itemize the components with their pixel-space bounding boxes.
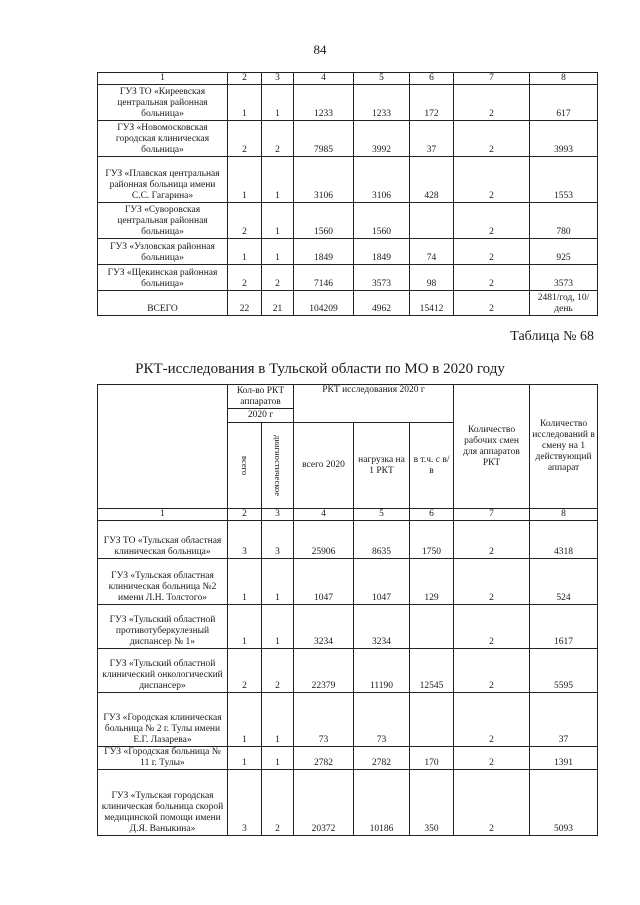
row-value: 1233 [354, 85, 410, 121]
header-vtch: в т.ч. с в/в [410, 423, 454, 509]
row-value: 1 [262, 85, 294, 121]
table-row [98, 559, 598, 605]
row-value: 780 [530, 203, 598, 239]
table-row [98, 747, 598, 770]
row-value: 1 [262, 239, 294, 265]
row-value [410, 693, 454, 747]
row-value: 2 [454, 121, 530, 157]
header-rkt: РКТ исследования 2020 г [294, 385, 454, 423]
column-number: 3 [262, 509, 294, 521]
row-value: 21 [262, 291, 294, 316]
row-value: 3573 [530, 265, 598, 291]
row-value: 15412 [410, 291, 454, 316]
header-vsego-vertical: всего [228, 423, 262, 509]
header-nagruzka: нагрузка на 1 РКТ [354, 423, 410, 509]
row-value: 170 [410, 747, 454, 770]
column-number: 7 [454, 509, 530, 521]
table-caption: РКТ-исследования в Тульской области по МО в 2020 году [135, 361, 505, 377]
row-name: ГУЗ «Городская больница № 11 г. Тулы» [98, 747, 228, 770]
column-number-row [98, 509, 598, 521]
row-value: 2 [454, 747, 530, 770]
row-name: ГУЗ «Тульская областная клиническая больница №2 имени Л.Н. Толстого» [98, 559, 228, 605]
row-value: 1233 [294, 85, 354, 121]
row-value: 2782 [354, 747, 410, 770]
row-value: 98 [410, 265, 454, 291]
header-smen: Количество рабочих смен для аппаратов РКТ [454, 385, 530, 509]
row-value: 4318 [530, 521, 598, 559]
row-value: 925 [530, 239, 598, 265]
column-number: 7 [454, 73, 530, 85]
row-value: 1 [262, 747, 294, 770]
row-name: ГУЗ «Тульская городская клиническая больница скорой медицинской помощи имени Д.Я. Ваныкина» [98, 770, 228, 836]
row-value: 1849 [294, 239, 354, 265]
header-name-cell [98, 385, 228, 509]
row-value: 129 [410, 559, 454, 605]
row-name: ГУЗ «Узловская районная больница» [98, 239, 228, 265]
row-value: 73 [294, 693, 354, 747]
row-value: 1 [228, 157, 262, 203]
column-number: 2 [228, 509, 262, 521]
row-value: 2 [454, 605, 530, 649]
row-value: 2 [454, 265, 530, 291]
table-row [98, 157, 598, 203]
table-2 [97, 384, 598, 836]
row-value: 1 [228, 693, 262, 747]
row-value: 2 [454, 559, 530, 605]
row-value: 1047 [294, 559, 354, 605]
row-value: 11190 [354, 649, 410, 693]
row-value: 2 [454, 291, 530, 316]
row-value: 1 [262, 203, 294, 239]
row-value: 617 [530, 85, 598, 121]
row-value: 3 [228, 521, 262, 559]
column-number: 6 [410, 73, 454, 85]
row-value: 1 [228, 747, 262, 770]
row-value: 1047 [354, 559, 410, 605]
row-value: 2481/год, 10/день [530, 291, 598, 316]
row-value [410, 605, 454, 649]
column-number: 2 [228, 73, 262, 85]
table-row [98, 265, 598, 291]
row-value: 1560 [294, 203, 354, 239]
row-value: 1 [262, 157, 294, 203]
row-name: ГУЗ «Городская клиническая больница № 2 г. Тулы имени Е.Г. Лазарева» [98, 693, 228, 747]
row-name: ГУЗ «Тульский областной клинический онкологический диспансер» [98, 649, 228, 693]
row-value: 3992 [354, 121, 410, 157]
column-number: 1 [98, 509, 228, 521]
row-value: 12545 [410, 649, 454, 693]
table-row [98, 770, 598, 836]
row-name: ГУЗ «Плавская центральная районная больница имени С.С. Гагарина» [98, 157, 228, 203]
table-row [98, 521, 598, 559]
row-value: 8635 [354, 521, 410, 559]
row-value: 22 [228, 291, 262, 316]
row-value: 4962 [354, 291, 410, 316]
row-value: 2 [454, 85, 530, 121]
page-number: 84 [313, 42, 327, 57]
row-value: 1 [228, 239, 262, 265]
table-row [98, 693, 598, 747]
row-value: 1 [262, 693, 294, 747]
row-value: 2 [262, 265, 294, 291]
row-value: 2 [228, 265, 262, 291]
row-name: ГУЗ ТО «Киреевская центральная районная больница» [98, 85, 228, 121]
header-issl: Количество исследований в смену на 1 действующий аппарат [530, 385, 598, 509]
row-value: 428 [410, 157, 454, 203]
row-value: 2 [454, 649, 530, 693]
row-value: 1 [262, 605, 294, 649]
row-value: 3106 [354, 157, 410, 203]
table-row [98, 649, 598, 693]
row-value: 74 [410, 239, 454, 265]
row-name: ВСЕГО [98, 291, 228, 316]
table-1 [97, 72, 598, 316]
table-row [98, 121, 598, 157]
header-diag-vertical: диагностическое [262, 423, 294, 509]
row-value: 73 [354, 693, 410, 747]
table-number: Таблица № 68 [510, 329, 594, 344]
column-number: 8 [530, 73, 598, 85]
column-number: 8 [530, 509, 598, 521]
row-value: 2782 [294, 747, 354, 770]
row-name: ГУЗ «Щекинская районная больница» [98, 265, 228, 291]
row-value: 3106 [294, 157, 354, 203]
header-vsego2020: всего 2020 [294, 423, 354, 509]
column-number: 4 [294, 509, 354, 521]
row-value: 1849 [354, 239, 410, 265]
row-value: 3573 [354, 265, 410, 291]
row-value: 2 [454, 157, 530, 203]
table-row [98, 203, 598, 239]
row-value: 524 [530, 559, 598, 605]
table-row [98, 85, 598, 121]
header-year: 2020 г [228, 409, 294, 423]
row-value: 37 [530, 693, 598, 747]
column-number: 3 [262, 73, 294, 85]
row-value: 1560 [354, 203, 410, 239]
row-value: 5595 [530, 649, 598, 693]
row-value: 1 [262, 559, 294, 605]
row-value: 350 [410, 770, 454, 836]
row-value: 104209 [294, 291, 354, 316]
row-value: 7146 [294, 265, 354, 291]
column-number: 5 [354, 509, 410, 521]
row-name: ГУЗ ТО «Тульская областная клиническая больница» [98, 521, 228, 559]
row-value: 2 [454, 203, 530, 239]
row-value: 2 [454, 770, 530, 836]
row-value: 2 [228, 121, 262, 157]
row-name: ГУЗ «Суворовская центральная районная больница» [98, 203, 228, 239]
column-number-row [98, 73, 598, 85]
row-value: 1553 [530, 157, 598, 203]
row-value: 1391 [530, 747, 598, 770]
row-value: 5093 [530, 770, 598, 836]
row-value: 2 [262, 121, 294, 157]
row-value: 1 [228, 85, 262, 121]
row-value: 2 [262, 770, 294, 836]
row-value: 22379 [294, 649, 354, 693]
row-value: 3234 [294, 605, 354, 649]
row-value: 1750 [410, 521, 454, 559]
column-number: 4 [294, 73, 354, 85]
row-value: 2 [228, 203, 262, 239]
row-value: 2 [454, 521, 530, 559]
row-value: 3234 [354, 605, 410, 649]
row-value: 2 [228, 649, 262, 693]
row-value: 3 [228, 770, 262, 836]
row-value: 10186 [354, 770, 410, 836]
row-value: 1 [228, 559, 262, 605]
row-value [410, 203, 454, 239]
table-row [98, 239, 598, 265]
column-number: 6 [410, 509, 454, 521]
column-number: 1 [98, 73, 228, 85]
row-value: 2 [454, 239, 530, 265]
row-value: 2 [454, 693, 530, 747]
row-value: 3 [262, 521, 294, 559]
row-value: 172 [410, 85, 454, 121]
table-row [98, 605, 598, 649]
row-value: 3993 [530, 121, 598, 157]
column-number: 5 [354, 73, 410, 85]
row-name: ГУЗ «Тульский областной противотуберкулезный диспансер № 1» [98, 605, 228, 649]
header-kol: Кол-во РКТ аппаратов [228, 385, 294, 409]
row-name: ГУЗ «Новомосковская городская клиническая больница» [98, 121, 228, 157]
row-value: 20372 [294, 770, 354, 836]
row-value: 25906 [294, 521, 354, 559]
row-value: 2 [262, 649, 294, 693]
row-value: 7985 [294, 121, 354, 157]
row-value: 1617 [530, 605, 598, 649]
row-value: 1 [228, 605, 262, 649]
row-value: 37 [410, 121, 454, 157]
table-row [98, 291, 598, 316]
